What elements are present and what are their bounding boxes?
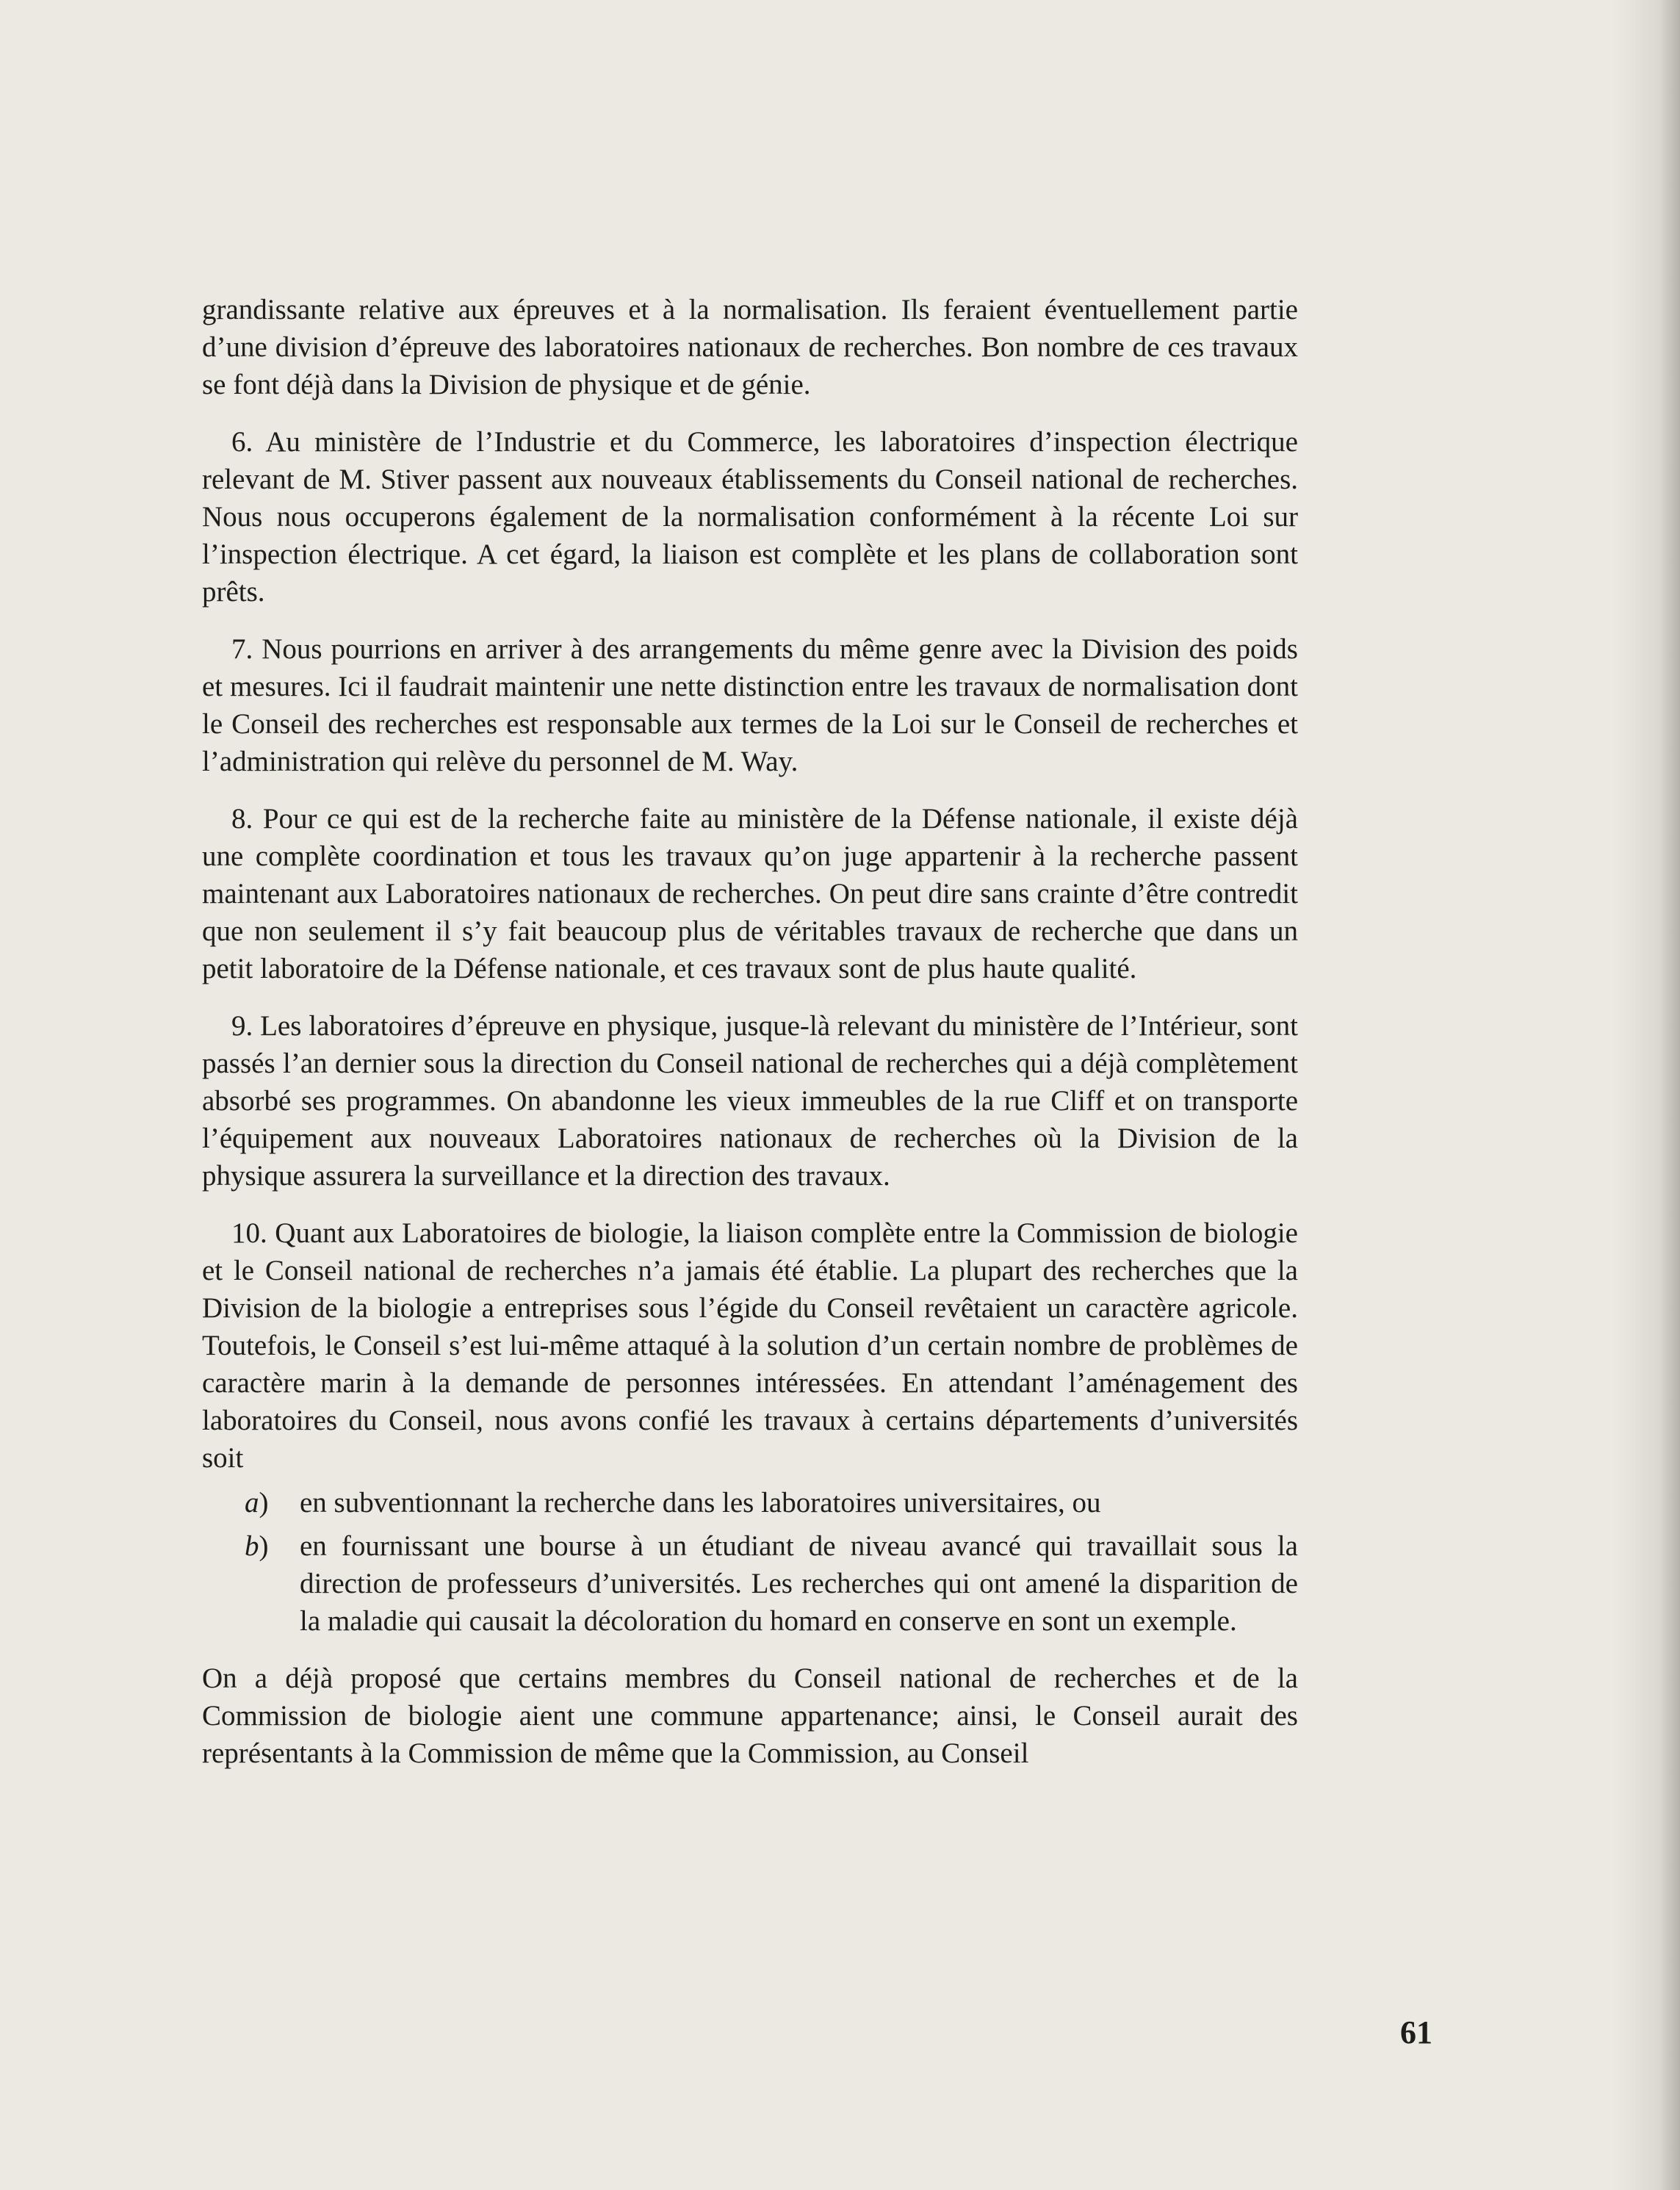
paragraph-7: 7. Nous pourrions en arriver à des arrangements du même genre avec la Division des poids et mesures. Ici il faudrait maintenir une nette distinction entre les travaux de normalisation dont le Conseil des recherches est responsable aux termes de la Loi sur le Conseil de recherches et l’administration qui relève du personnel de M. Way. — [202, 633, 1298, 777]
page-edge-shadow — [1659, 0, 1680, 2190]
list-marker: b) — [245, 1530, 269, 1562]
paragraph-continuation: grandissante relative aux épreuves et à la normalisation. Ils feraient éventuellement partie d’une division d’épreuve des laboratoires nationaux de recherches. Bon nombre de ces travaux se font déjà dans la Division de physique et de génie. — [202, 294, 1298, 400]
list-marker: a) — [245, 1487, 269, 1519]
list-item-text: en subventionnant la recherche dans les laboratoires universitaires, ou — [300, 1487, 1101, 1519]
list-item-a — [202, 1484, 1298, 1521]
paragraph-8: 8. Pour ce qui est de la recherche faite au ministère de la Défense nationale, il existe déjà une complète coordination et tous les travaux qu’on juge appartenir à la recherche passent maintenant aux Laboratoires nationaux de recherches. On peut dire sans crainte d’être contredit que non seulement il s’y fait beaucoup plus de véritables travaux de recherche que dans un petit laboratoire de la Défense nationale, et ces travaux sont de plus haute qualité. — [202, 803, 1298, 984]
paragraph-9: 9. Les laboratoires d’épreuve en physique, jusque-là relevant du ministère de l’Intérieur, sont passés l’an dernier sous la direction du Conseil national de recherches qui a déjà complètement absorbé ses programmes. On abandonne les vieux immeubles de la rue Cliff et on transporte l’équipement aux nouveaux Laboratoires nationaux de recherches où la Division de la physique assurera la surveillance et la direction des travaux. — [202, 1010, 1298, 1192]
paragraph-6: 6. Au ministère de l’Industrie et du Commerce, les laboratoires d’inspection électrique relevant de M. Stiver passent aux nouveaux établissements du Conseil national de recherches. Nous nous occuperons également de la normalisation conformément à la récente Loi sur l’inspection électrique. A cet égard, la liaison est complète et les plans de collaboration sont prêts. — [202, 426, 1298, 608]
list-item-b — [202, 1527, 1298, 1640]
closing-paragraph: On a déjà proposé que certains membres du Conseil national de recherches et de la Commission de biologie aient une commune appartenance; ainsi, le Conseil aurait des représentants à la Commission de même que la Commission, au Conseil — [202, 1663, 1298, 1769]
paragraph-10: 10. Quant aux Laboratoires de biologie, la liaison complète entre la Commission de biologie et le Conseil national de recherches n’a jamais été établie. La plupart des recherches que la Division de la biologie a entreprises sous l’égide du Conseil revêtaient un caractère agricole. Toutefois, le Conseil s’est lui-même attaqué à la solution d’un certain nombre de problèmes de caractère marin à la demande de personnes intéressées. En attendant l’aménagement des laboratoires du Conseil, nous avons confié les travaux à certains départements d’universités soit — [202, 1217, 1298, 1474]
body-text — [202, 291, 1298, 1792]
list-item-text: en fournissant une bourse à un étudiant de niveau avancé qui travaillait sous la direction de professeurs d’universités. Les recherches qui ont amené la disparition de la maladie qui causait la décoloration du homard en conserve en sont un exemple. — [300, 1530, 1298, 1637]
page-number: 61 — [1400, 2014, 1432, 2050]
lettered-list — [202, 1484, 1298, 1640]
